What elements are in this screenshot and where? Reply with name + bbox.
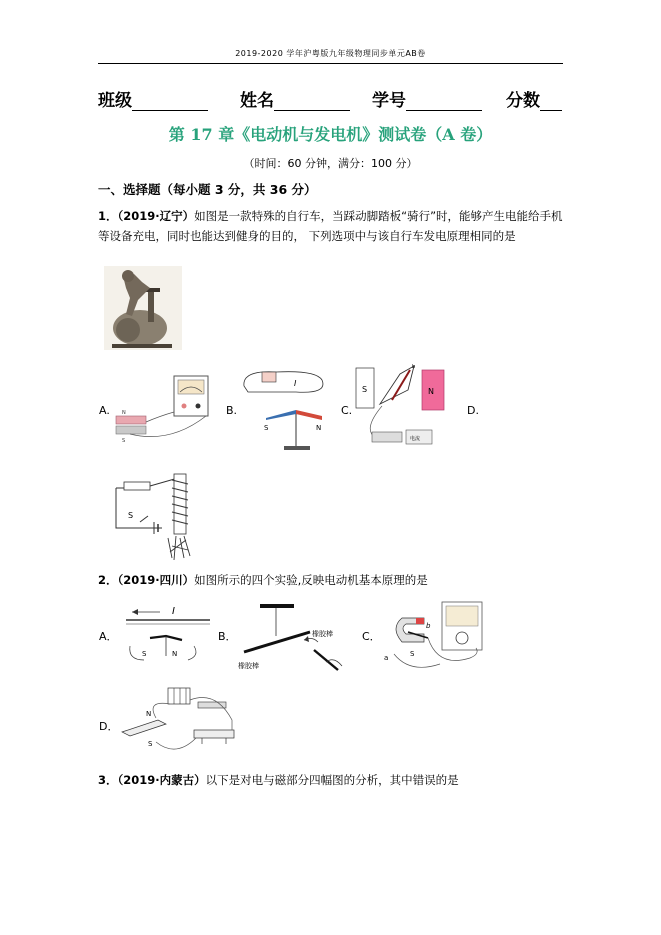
question-1-line1: 如图是一款特殊的自行车，当踩动脚踏板“骑行”时，能够产生电能给手机 [194, 209, 563, 223]
q2b-rod-label-bottom: 橡胶棒 [238, 662, 259, 670]
question-2-number: 2． [98, 573, 118, 587]
q1c-n-label: N [428, 387, 434, 396]
class-label: 班级 [98, 91, 132, 111]
name-blank[interactable] [274, 94, 350, 111]
q1b-current-label: I [294, 379, 297, 388]
question-2 [98, 570, 568, 590]
page-header: 2019-2020 学年沪粤版九年级物理同步单元AB卷 [235, 49, 426, 58]
score-blank[interactable] [540, 94, 562, 111]
class-field [98, 86, 208, 111]
q2c-a-label: a [384, 654, 389, 662]
name-field [240, 86, 350, 111]
q1a-n-label: N [122, 410, 126, 416]
q2d-n-label: N [146, 710, 152, 718]
exam-title: 第 17 章《电动机与发电机》测试卷（A 卷） [168, 125, 493, 144]
section-heading: 一、选择题（每小题 3 分，共 36 分） [98, 182, 317, 197]
score-field [506, 86, 562, 111]
q1a-s-label: S [122, 438, 126, 444]
header-divider [98, 63, 563, 64]
q1c-meter-label: 电流 [410, 436, 421, 442]
question-2-text: 如图所示的四个实验,反映电动机基本原理的是 [194, 573, 428, 587]
q2c-s-label: S [410, 650, 415, 658]
q2-option-b-label[interactable]: B． [218, 630, 237, 643]
score-label: 分数 [506, 91, 540, 111]
q1c-b-label: b [412, 364, 416, 370]
question-3-text: 以下是对电与磁部分四幅图的分析，其中错误的是 [205, 773, 459, 787]
q2-option-a-figure [122, 600, 214, 666]
q2-option-c-label[interactable]: C． [362, 630, 381, 643]
q1-option-b-label[interactable]: B. [226, 404, 238, 417]
student-id-label: 学号 [372, 91, 406, 111]
q2a-s-label: S [142, 650, 147, 658]
name-label: 姓名 [240, 91, 274, 111]
question-3-number: 3． [98, 773, 118, 787]
question-2-source: （2019·四川） [117, 573, 195, 587]
q2-option-d-figure [116, 680, 242, 762]
q1c-s-label: S [362, 385, 368, 394]
question-1 [98, 206, 568, 246]
question-1-number: 1． [98, 209, 118, 223]
question-1-line2: 等设备充电，同时也能达到健身的目的， 下列选项中与该自行车发电原理相同的是 [98, 229, 516, 243]
question-3-source: （2019·内蒙古） [117, 773, 206, 787]
student-id-field [372, 86, 482, 111]
q2a-n-label: N [172, 650, 178, 658]
q1-option-c-label[interactable]: C. [341, 404, 353, 417]
q2b-rod-label-top: 橡胶棒 [312, 630, 333, 638]
q1d-switch-label: S [128, 511, 134, 520]
q1b-n-label: N [316, 424, 322, 432]
q1b-s-label: S [264, 424, 269, 432]
q1-option-b-figure [236, 364, 336, 454]
q2-option-a-label[interactable]: A． [99, 630, 118, 643]
exercise-bike-figure [104, 266, 182, 350]
q1-option-c-figure [352, 360, 456, 456]
q2-option-d-label[interactable]: D． [99, 720, 119, 733]
question-3 [98, 770, 568, 790]
q2c-b-label: b [426, 622, 431, 630]
q2-option-c-figure [380, 598, 488, 678]
q1-option-d-label[interactable]: D. [467, 404, 479, 417]
q2d-s-label: S [148, 740, 153, 748]
q2-option-b-figure [234, 600, 350, 676]
q2a-current-label: I [172, 606, 175, 617]
question-1-source: （2019·辽宁） [117, 209, 195, 223]
q1-option-a-label[interactable]: A. [99, 404, 110, 417]
q1-option-d-figure [110, 468, 210, 564]
q1-option-a-figure [110, 372, 216, 444]
exam-subtitle: （时间：60 分钟，满分：100 分） [243, 157, 418, 170]
class-blank[interactable] [132, 94, 208, 111]
student-id-blank[interactable] [406, 94, 482, 111]
